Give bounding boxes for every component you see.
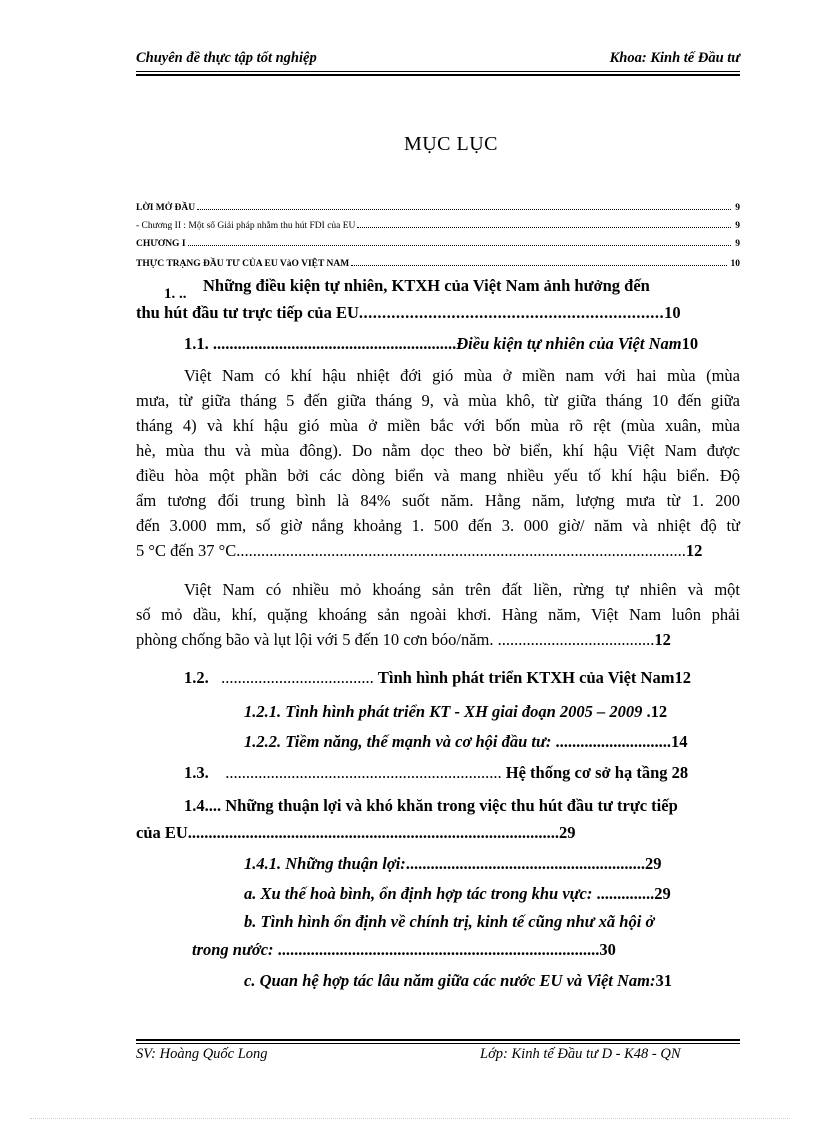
toc-entry-1-4-1[interactable]: 1.4.1. Những thuận lợi:..........................................................29 (244, 854, 662, 873)
paragraph-line: tháng 4) và khí hậu gió mùa ở miền bắc với bốn mùa rõ rệt (mùa xuân, mùa (136, 416, 740, 435)
page-footer (136, 1046, 740, 1068)
footer-rule-thick (136, 1039, 740, 1041)
paragraph-line: điều hòa một phần bởi các dòng biển và mang nhiều yếu tố khí hậu biển. Độ (136, 466, 740, 485)
toc-entry-1-4-text: Những thuận lợi và khó khăn trong việc thu hút đầu tư trực tiếp (225, 796, 678, 815)
toc-small-entry[interactable] (136, 215, 740, 231)
toc-entry-1-4-page: 29 (559, 823, 576, 842)
toc-entry-1-4-line2[interactable]: của EU..........................................................................................29 (136, 823, 576, 842)
leader-dots (351, 265, 726, 266)
leader-dots (357, 227, 731, 228)
toc-entry-1-2-1-text: 1.2.1. Tình hình phát triển KT - XH giai đoạn 2005 – 2009 (244, 702, 643, 721)
toc-entry-1-1-page: 10 (681, 334, 699, 353)
toc-entry-b-line1[interactable]: b. Tình hình ổn định về chính trị, kinh tế cũng như xã hội ở (244, 912, 655, 931)
toc-small-label: - Chương II : Một số Giải pháp nhằm thu hút FDI của EU (136, 221, 356, 231)
header-rule-thick (136, 74, 740, 76)
paragraph-line: số mỏ dầu, khí, quặng khoáng sản ngoài khơi. Hàng năm, Việt Nam luôn phải (136, 605, 740, 624)
toc-small-label: LỜI MỞ ĐẦU (136, 203, 196, 213)
paragraph-last-line: phòng chống bão và lụt lội với 5 đến 10 cơn bóo/năm. ......................................12 (136, 630, 671, 649)
leader-dots (197, 209, 731, 210)
paragraph-last-line: 5 °C đến 37 °C.............................................................................................................12 (136, 541, 703, 560)
paragraph-line: đến 3.000 mm, số giờ nắng khoảng 1. 500 đến 3. 000 giờ/ năm và nhiệt độ từ (136, 516, 740, 535)
toc-entry-a-page: 29 (654, 884, 671, 903)
toc-entry-1-1[interactable]: 1.1. ...........................................................Điều kiện tự nhiên của Việt Nam10 (184, 334, 699, 353)
toc-small-page: 9 (735, 203, 740, 213)
toc-entry-c[interactable] (244, 970, 672, 992)
toc-small-page: 9 (735, 239, 740, 249)
paragraph-page: 12 (685, 541, 703, 560)
toc-entry-c-text: c. Quan hệ hợp tác lâu năm giữa các nước EU và Việt Nam: (244, 971, 656, 990)
footer-rule (136, 1043, 740, 1044)
toc-entry-1-1-number: 1.1. (184, 334, 209, 353)
toc-entry-1-2-2[interactable]: 1.2.2. Tiềm năng, thế mạnh và cơ hội đầu tư: ............................14 (244, 732, 688, 751)
toc-entry-1-2[interactable]: 1.2. ..................................... Tình hình phát triển KTXH của Việt Nam12 (184, 668, 691, 687)
paragraph-page: 12 (654, 630, 671, 649)
toc-small-label: CHƯƠNG I (136, 239, 186, 249)
toc-entry-c-page: 31 (655, 971, 672, 990)
toc-entry-1-2-page: 12 (674, 668, 691, 687)
paragraph-line: Việt Nam có nhiều mỏ khoáng sản trên đất liền, rừng tự nhiên và một (184, 580, 740, 599)
paragraph-line: hè, mùa thu và mùa đông). Do nằm dọc theo bờ biển, khí hậu Việt Nam được (136, 441, 740, 460)
toc-small-page: 10 (730, 259, 740, 269)
toc-entry-1-2-1-page: .12 (646, 702, 668, 721)
page-header (136, 50, 740, 72)
toc-small-label: THỰC TRẠNG ĐẦU TƯ CỦA EU VàO VIỆT NAM (136, 259, 350, 269)
toc-entry-1-line2[interactable]: thu hút đầu tư trực tiếp của EU..................................................................10 (136, 303, 681, 322)
toc-entry-1-page: 10 (664, 303, 681, 322)
toc-entry-b-text: trong nước: (192, 940, 278, 959)
leader-dots (188, 245, 732, 246)
paragraph-text: 5 °C đến 37 °C (136, 541, 237, 560)
paragraph-line: ẩm tương đối trung bình là 84% suốt năm. Hằng năm, lượng mưa từ 1. 200 (136, 491, 740, 510)
toc-entry-1-1-text: Điều kiện tự nhiên của Việt Nam (456, 334, 682, 353)
toc-entry-a[interactable]: a. Xu thế hoà bình, ổn định hợp tác trong khu vực: ..............29 (244, 884, 671, 903)
toc-entry-1-2-text: Tình hình phát triển KTXH của Việt Nam (377, 668, 675, 687)
paragraph-line: mưa, từ giữa tháng 5 đến giữa tháng 9, và mùa khô, từ giữa tháng 10 đến giữa (136, 391, 740, 410)
toc-entry-a-text: a. Xu thế hoà bình, ổn định hợp tác trong khu vực: (244, 884, 597, 903)
toc-entry-1-3-number: 1.3. (184, 763, 209, 782)
header-rule (136, 71, 740, 72)
header-right: Khoa: Kinh tế Đầu tư (609, 50, 740, 66)
page-title: MỤC LỤC (403, 133, 499, 155)
toc-entry-1-4-text2: của EU. (136, 823, 192, 842)
toc-small-page: 9 (735, 221, 740, 231)
toc-small-entry[interactable] (136, 253, 740, 269)
toc-entry-1-3-text: Hệ thống cơ sở hạ tầng (505, 763, 668, 782)
footer-right: Lớp: Kinh tế Đầu tư D - K48 - QN (480, 1046, 681, 1062)
toc-entry-b-line2[interactable]: trong nước: ..............................................................................30 (192, 940, 616, 959)
paragraph-line: Việt Nam có khí hậu nhiệt đới gió mùa ở miền nam với hai mùa (mùa (184, 366, 740, 385)
toc-entry-1-2-1[interactable] (244, 701, 667, 723)
toc-entry-b-page: 30 (599, 940, 616, 959)
toc-entry-1-line1[interactable]: Những điều kiện tự nhiên, KTXH của Việt Nam ảnh hưởng đến (203, 276, 650, 295)
toc-entry-1-3[interactable]: 1.3. ................................................................... Hệ thống cơ sở hạ tầng 28 (184, 763, 689, 782)
toc-entry-1-2-2-page: 14 (671, 732, 688, 751)
toc-small-entry[interactable] (136, 197, 740, 213)
toc-entry-1-text: thu hút đầu tư trực tiếp của EU (136, 303, 359, 322)
toc-entry-1-4-1-page: 29 (645, 854, 662, 873)
toc-entry-1-3-page: 28 (671, 763, 689, 782)
header-left: Chuyên đề thực tập tốt nghiệp (136, 50, 317, 66)
toc-entry-1-2-number: 1.2. (184, 668, 209, 687)
toc-entry-1-number: 1. .. (164, 286, 187, 302)
page-bottom-edge (30, 1118, 790, 1119)
toc-entry-1-4-1-text: 1.4.1. Những thuận lợi: (244, 854, 406, 873)
toc-small-entry[interactable] (136, 233, 740, 249)
toc-entry-1-4-line1[interactable] (184, 795, 678, 817)
footer-left: SV: Hoàng Quốc Long (136, 1046, 268, 1062)
toc-entry-1-4-number: 1.4.... (184, 796, 222, 815)
toc-entry-1-2-2-text: 1.2.2. Tiềm năng, thế mạnh và cơ hội đầu tư: (244, 732, 552, 751)
paragraph-text: phòng chống bão và lụt lội với 5 đến 10 cơn bóo/năm. (136, 630, 498, 649)
